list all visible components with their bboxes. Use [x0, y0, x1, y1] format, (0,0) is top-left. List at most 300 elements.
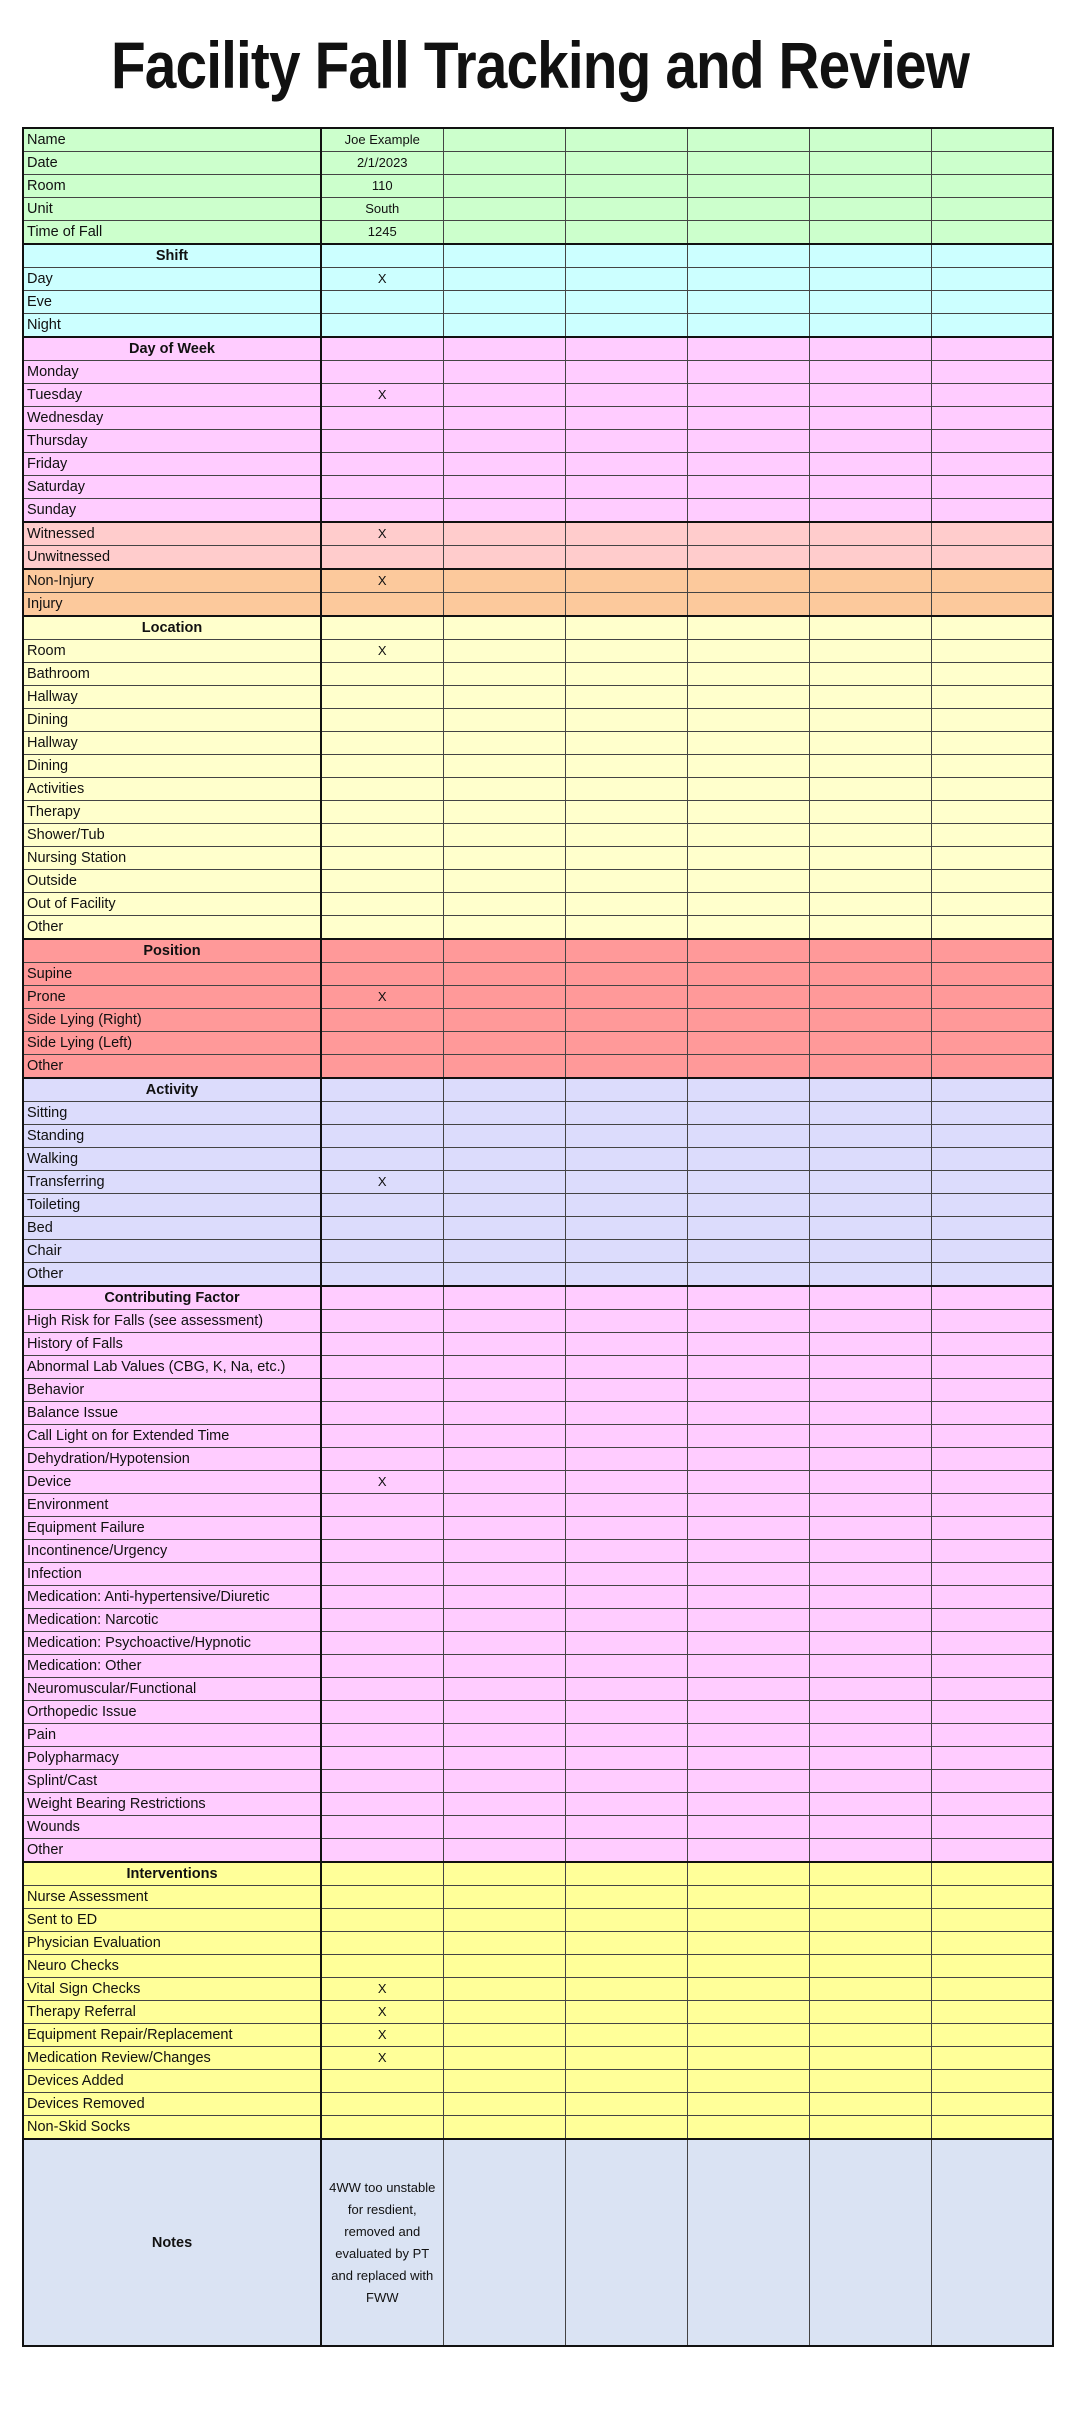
table-row-entry-5[interactable]: [809, 1793, 931, 1816]
table-row-entry-3[interactable]: [565, 268, 687, 291]
table-row-entry-4[interactable]: [687, 986, 809, 1009]
table-row-entry-3[interactable]: [565, 221, 687, 245]
table-row-entry-5[interactable]: [809, 546, 931, 570]
table-row-entry-1[interactable]: [321, 1609, 443, 1632]
table-row-entry-5[interactable]: [809, 1932, 931, 1955]
table-row-entry-3[interactable]: [565, 1563, 687, 1586]
table-row-entry-5[interactable]: [809, 1055, 931, 1079]
table-row-entry-6[interactable]: [931, 870, 1053, 893]
table-row-entry-3[interactable]: [565, 1701, 687, 1724]
table-row-entry-4[interactable]: [687, 916, 809, 940]
table-row-entry-3[interactable]: [565, 1171, 687, 1194]
table-row-entry-1[interactable]: 1245: [321, 221, 443, 245]
section-header-position-entry-1[interactable]: [321, 939, 443, 963]
table-row-entry-1[interactable]: [321, 1217, 443, 1240]
table-row-entry-6[interactable]: [931, 640, 1053, 663]
table-row-entry-5[interactable]: [809, 801, 931, 824]
table-row-entry-4[interactable]: [687, 1356, 809, 1379]
table-row-entry-1[interactable]: [321, 916, 443, 940]
table-row-entry-1[interactable]: [321, 1425, 443, 1448]
table-row-entry-6[interactable]: [931, 1816, 1053, 1839]
table-row-entry-5[interactable]: [809, 314, 931, 338]
table-row-entry-3[interactable]: [565, 847, 687, 870]
table-row-entry-4[interactable]: [687, 1747, 809, 1770]
table-row-entry-6[interactable]: [931, 1448, 1053, 1471]
section-header-location-entry-4[interactable]: [687, 616, 809, 640]
table-row-entry-1[interactable]: X: [321, 2001, 443, 2024]
table-row-entry-5[interactable]: [809, 569, 931, 593]
table-row-entry-6[interactable]: [931, 593, 1053, 617]
table-row-entry-6[interactable]: [931, 755, 1053, 778]
table-row-entry-3[interactable]: [565, 314, 687, 338]
table-row-entry-3[interactable]: [565, 2047, 687, 2070]
table-row-entry-1[interactable]: X: [321, 268, 443, 291]
table-row-entry-6[interactable]: [931, 1770, 1053, 1793]
table-row-entry-3[interactable]: [565, 1032, 687, 1055]
table-row-entry-2[interactable]: [443, 1517, 565, 1540]
table-row-entry-2[interactable]: [443, 2070, 565, 2093]
table-row-entry-1[interactable]: [321, 2093, 443, 2116]
table-row-entry-6[interactable]: [931, 1517, 1053, 1540]
section-header-day-of-week-entry-3[interactable]: [565, 337, 687, 361]
table-row-entry-6[interactable]: [931, 407, 1053, 430]
section-header-shift-entry-6[interactable]: [931, 244, 1053, 268]
table-row-entry-3[interactable]: [565, 1932, 687, 1955]
table-row-entry-1[interactable]: X: [321, 522, 443, 546]
table-row-entry-6[interactable]: [931, 778, 1053, 801]
table-row-entry-3[interactable]: [565, 593, 687, 617]
section-header-interventions-entry-6[interactable]: [931, 1862, 1053, 1886]
table-row-entry-2[interactable]: [443, 824, 565, 847]
table-row-entry-3[interactable]: [565, 430, 687, 453]
table-row-entry-6[interactable]: [931, 1886, 1053, 1909]
table-row-entry-6[interactable]: [931, 361, 1053, 384]
table-row-entry-5[interactable]: [809, 2093, 931, 2116]
table-row-entry-1[interactable]: [321, 593, 443, 617]
table-row-entry-1[interactable]: X: [321, 1978, 443, 2001]
table-row-entry-3[interactable]: [565, 916, 687, 940]
table-row-entry-1[interactable]: [321, 1563, 443, 1586]
table-row-entry-5[interactable]: [809, 1333, 931, 1356]
table-row-entry-2[interactable]: [443, 128, 565, 152]
table-row-entry-2[interactable]: [443, 522, 565, 546]
table-row-entry-4[interactable]: [687, 499, 809, 523]
table-row-entry-1[interactable]: [321, 1194, 443, 1217]
table-row-entry-5[interactable]: [809, 1563, 931, 1586]
table-row-entry-6[interactable]: [931, 1125, 1053, 1148]
table-row-entry-5[interactable]: [809, 198, 931, 221]
table-row-entry-2[interactable]: [443, 1356, 565, 1379]
table-row-entry-6[interactable]: [931, 152, 1053, 175]
table-row-entry-4[interactable]: [687, 291, 809, 314]
section-header-position-entry-2[interactable]: [443, 939, 565, 963]
table-row-entry-5[interactable]: [809, 361, 931, 384]
table-row-entry-6[interactable]: [931, 2024, 1053, 2047]
table-row-entry-1[interactable]: X: [321, 640, 443, 663]
table-row-entry-1[interactable]: X: [321, 2024, 443, 2047]
section-header-interventions-entry-5[interactable]: [809, 1862, 931, 1886]
table-row-entry-4[interactable]: [687, 1932, 809, 1955]
section-header-position-entry-4[interactable]: [687, 939, 809, 963]
table-row-entry-4[interactable]: [687, 1240, 809, 1263]
section-header-position-entry-6[interactable]: [931, 939, 1053, 963]
table-row-entry-1[interactable]: [321, 1655, 443, 1678]
section-header-day-of-week-entry-1[interactable]: [321, 337, 443, 361]
table-row-entry-5[interactable]: [809, 640, 931, 663]
table-row-entry-5[interactable]: [809, 593, 931, 617]
table-row-entry-6[interactable]: [931, 1724, 1053, 1747]
table-row-entry-1[interactable]: X: [321, 569, 443, 593]
section-header-location-entry-1[interactable]: [321, 616, 443, 640]
table-row-entry-1[interactable]: [321, 430, 443, 453]
table-row-entry-6[interactable]: [931, 1425, 1053, 1448]
table-row-entry-5[interactable]: [809, 916, 931, 940]
table-row-entry-4[interactable]: [687, 1724, 809, 1747]
table-row-entry-2[interactable]: [443, 1932, 565, 1955]
section-header-contributing-entry-4[interactable]: [687, 1286, 809, 1310]
table-row-entry-3[interactable]: [565, 2116, 687, 2140]
table-row-entry-2[interactable]: [443, 1563, 565, 1586]
table-row-entry-4[interactable]: [687, 778, 809, 801]
table-row-entry-3[interactable]: [565, 2001, 687, 2024]
table-row-entry-6[interactable]: [931, 476, 1053, 499]
table-row-entry-2[interactable]: [443, 291, 565, 314]
table-row-entry-1[interactable]: [321, 663, 443, 686]
section-header-contributing-entry-5[interactable]: [809, 1286, 931, 1310]
table-row-entry-2[interactable]: [443, 453, 565, 476]
table-row-entry-1[interactable]: [321, 314, 443, 338]
table-row-entry-5[interactable]: [809, 1724, 931, 1747]
table-row-entry-3[interactable]: [565, 1678, 687, 1701]
table-row-entry-4[interactable]: [687, 1909, 809, 1932]
table-row-entry-5[interactable]: [809, 522, 931, 546]
table-row-entry-1[interactable]: [321, 1009, 443, 1032]
table-row-entry-1[interactable]: [321, 1540, 443, 1563]
table-row-entry-4[interactable]: [687, 755, 809, 778]
table-row-entry-4[interactable]: [687, 268, 809, 291]
table-row-entry-1[interactable]: [321, 407, 443, 430]
table-row-entry-3[interactable]: [565, 198, 687, 221]
table-row-entry-4[interactable]: [687, 1125, 809, 1148]
table-row-entry-1[interactable]: [321, 1402, 443, 1425]
notes-row-entry-3[interactable]: [565, 2139, 687, 2346]
table-row-entry-1[interactable]: [321, 893, 443, 916]
table-row-entry-4[interactable]: [687, 221, 809, 245]
table-row-entry-6[interactable]: [931, 1171, 1053, 1194]
table-row-entry-2[interactable]: [443, 2001, 565, 2024]
table-row-entry-5[interactable]: [809, 1655, 931, 1678]
table-row-entry-6[interactable]: [931, 1310, 1053, 1333]
table-row-entry-1[interactable]: [321, 755, 443, 778]
table-row-entry-4[interactable]: [687, 1517, 809, 1540]
table-row-entry-3[interactable]: [565, 569, 687, 593]
table-row-entry-3[interactable]: [565, 546, 687, 570]
table-row-entry-1[interactable]: [321, 1955, 443, 1978]
table-row-entry-1[interactable]: [321, 1886, 443, 1909]
table-row-entry-5[interactable]: [809, 1816, 931, 1839]
table-row-entry-4[interactable]: [687, 1563, 809, 1586]
table-row-entry-1[interactable]: X: [321, 2047, 443, 2070]
table-row-entry-2[interactable]: [443, 1310, 565, 1333]
table-row-entry-3[interactable]: [565, 1263, 687, 1287]
table-row-entry-3[interactable]: [565, 453, 687, 476]
notes-row-entry-6[interactable]: [931, 2139, 1053, 2346]
table-row-entry-6[interactable]: [931, 1194, 1053, 1217]
table-row-entry-6[interactable]: [931, 2001, 1053, 2024]
table-row-entry-4[interactable]: [687, 893, 809, 916]
table-row-entry-5[interactable]: [809, 1678, 931, 1701]
table-row-entry-4[interactable]: [687, 476, 809, 499]
table-row-entry-1[interactable]: [321, 1125, 443, 1148]
table-row-entry-3[interactable]: [565, 1310, 687, 1333]
table-row-entry-5[interactable]: [809, 1701, 931, 1724]
table-row-entry-3[interactable]: [565, 2070, 687, 2093]
table-row-entry-6[interactable]: [931, 268, 1053, 291]
section-header-day-of-week-entry-5[interactable]: [809, 337, 931, 361]
table-row-entry-1[interactable]: [321, 1240, 443, 1263]
table-row-entry-4[interactable]: [687, 963, 809, 986]
table-row-entry-2[interactable]: [443, 1055, 565, 1079]
table-row-entry-5[interactable]: [809, 778, 931, 801]
table-row-entry-6[interactable]: [931, 2093, 1053, 2116]
table-row-entry-3[interactable]: [565, 1333, 687, 1356]
table-row-entry-3[interactable]: [565, 778, 687, 801]
table-row-entry-2[interactable]: [443, 1678, 565, 1701]
table-row-entry-5[interactable]: [809, 291, 931, 314]
table-row-entry-1[interactable]: [321, 801, 443, 824]
table-row-entry-2[interactable]: [443, 1171, 565, 1194]
table-row-entry-3[interactable]: [565, 893, 687, 916]
table-row-entry-4[interactable]: [687, 870, 809, 893]
table-row-entry-2[interactable]: [443, 407, 565, 430]
table-row-entry-6[interactable]: [931, 893, 1053, 916]
table-row-entry-1[interactable]: [321, 1678, 443, 1701]
table-row-entry-6[interactable]: [931, 175, 1053, 198]
table-row-entry-2[interactable]: [443, 1125, 565, 1148]
table-row-entry-4[interactable]: [687, 1494, 809, 1517]
table-row-entry-2[interactable]: [443, 1148, 565, 1171]
table-row-entry-4[interactable]: [687, 663, 809, 686]
table-row-entry-1[interactable]: [321, 1909, 443, 1932]
section-header-interventions-entry-2[interactable]: [443, 1862, 565, 1886]
table-row-entry-5[interactable]: [809, 986, 931, 1009]
table-row-entry-1[interactable]: [321, 1148, 443, 1171]
table-row-entry-1[interactable]: [321, 1310, 443, 1333]
table-row-entry-5[interactable]: [809, 1632, 931, 1655]
table-row-entry-1[interactable]: [321, 1356, 443, 1379]
table-row-entry-6[interactable]: [931, 1978, 1053, 2001]
table-row-entry-5[interactable]: [809, 453, 931, 476]
section-header-day-of-week-entry-4[interactable]: [687, 337, 809, 361]
section-header-location-entry-2[interactable]: [443, 616, 565, 640]
table-row-entry-2[interactable]: [443, 663, 565, 686]
section-header-position-entry-5[interactable]: [809, 939, 931, 963]
table-row-entry-6[interactable]: [931, 1909, 1053, 1932]
table-row-entry-3[interactable]: [565, 1839, 687, 1863]
table-row-entry-2[interactable]: [443, 361, 565, 384]
table-row-entry-3[interactable]: [565, 2093, 687, 2116]
section-header-contributing-entry-1[interactable]: [321, 1286, 443, 1310]
table-row-entry-2[interactable]: [443, 801, 565, 824]
table-row-entry-1[interactable]: [321, 963, 443, 986]
table-row-entry-2[interactable]: [443, 1724, 565, 1747]
table-row-entry-3[interactable]: [565, 1240, 687, 1263]
table-row-entry-3[interactable]: [565, 522, 687, 546]
table-row-entry-6[interactable]: [931, 1471, 1053, 1494]
table-row-entry-3[interactable]: [565, 2024, 687, 2047]
table-row-entry-1[interactable]: [321, 1632, 443, 1655]
table-row-entry-1[interactable]: [321, 1701, 443, 1724]
notes-row-entry-5[interactable]: [809, 2139, 931, 2346]
table-row-entry-4[interactable]: [687, 1678, 809, 1701]
table-row-entry-6[interactable]: [931, 1356, 1053, 1379]
table-row-entry-1[interactable]: [321, 1724, 443, 1747]
table-row-entry-4[interactable]: [687, 1032, 809, 1055]
table-row-entry-4[interactable]: [687, 824, 809, 847]
table-row-entry-2[interactable]: [443, 1494, 565, 1517]
section-header-activity-entry-5[interactable]: [809, 1078, 931, 1102]
table-row-entry-3[interactable]: [565, 1978, 687, 2001]
table-row-entry-4[interactable]: [687, 453, 809, 476]
table-row-entry-4[interactable]: [687, 1978, 809, 2001]
table-row-entry-2[interactable]: [443, 2047, 565, 2070]
table-row-entry-6[interactable]: [931, 686, 1053, 709]
table-row-entry-2[interactable]: [443, 1425, 565, 1448]
section-header-shift-entry-1[interactable]: [321, 244, 443, 268]
table-row-entry-5[interactable]: [809, 1148, 931, 1171]
table-row-entry-6[interactable]: [931, 2047, 1053, 2070]
table-row-entry-5[interactable]: [809, 2070, 931, 2093]
table-row-entry-6[interactable]: [931, 1055, 1053, 1079]
section-header-location-entry-3[interactable]: [565, 616, 687, 640]
table-row-entry-1[interactable]: [321, 1448, 443, 1471]
table-row-entry-6[interactable]: [931, 1540, 1053, 1563]
table-row-entry-2[interactable]: [443, 1655, 565, 1678]
table-row-entry-5[interactable]: [809, 1032, 931, 1055]
table-row-entry-5[interactable]: [809, 2001, 931, 2024]
table-row-entry-4[interactable]: [687, 2093, 809, 2116]
table-row-entry-1[interactable]: [321, 686, 443, 709]
table-row-entry-1[interactable]: [321, 824, 443, 847]
table-row-entry-3[interactable]: [565, 361, 687, 384]
table-row-entry-6[interactable]: [931, 1793, 1053, 1816]
table-row-entry-5[interactable]: [809, 1978, 931, 2001]
table-row-entry-1[interactable]: [321, 453, 443, 476]
table-row-entry-2[interactable]: [443, 430, 565, 453]
table-row-entry-1[interactable]: X: [321, 1471, 443, 1494]
table-row-entry-1[interactable]: [321, 1032, 443, 1055]
notes-row-entry-1[interactable]: 4WW too unstable for resdient, removed and evaluated by PT and replaced with FWW: [321, 2139, 443, 2346]
table-row-entry-4[interactable]: [687, 1055, 809, 1079]
table-row-entry-4[interactable]: [687, 1816, 809, 1839]
table-row-entry-2[interactable]: [443, 755, 565, 778]
table-row-entry-5[interactable]: [809, 686, 931, 709]
table-row-entry-1[interactable]: [321, 1494, 443, 1517]
table-row-entry-4[interactable]: [687, 128, 809, 152]
table-row-entry-6[interactable]: [931, 314, 1053, 338]
table-row-entry-1[interactable]: South: [321, 198, 443, 221]
section-header-shift-entry-3[interactable]: [565, 244, 687, 268]
table-row-entry-6[interactable]: [931, 732, 1053, 755]
table-row-entry-1[interactable]: [321, 847, 443, 870]
table-row-entry-1[interactable]: [321, 361, 443, 384]
table-row-entry-5[interactable]: [809, 2024, 931, 2047]
table-row-entry-3[interactable]: [565, 499, 687, 523]
table-row-entry-5[interactable]: [809, 870, 931, 893]
table-row-entry-5[interactable]: [809, 1609, 931, 1632]
table-row-entry-6[interactable]: [931, 1402, 1053, 1425]
table-row-entry-5[interactable]: [809, 1379, 931, 1402]
table-row-entry-1[interactable]: [321, 1517, 443, 1540]
table-row-entry-4[interactable]: [687, 384, 809, 407]
table-row-entry-6[interactable]: [931, 1494, 1053, 1517]
table-row-entry-5[interactable]: [809, 1425, 931, 1448]
table-row-entry-1[interactable]: Joe Example: [321, 128, 443, 152]
table-row-entry-5[interactable]: [809, 1586, 931, 1609]
table-row-entry-5[interactable]: [809, 755, 931, 778]
table-row-entry-5[interactable]: [809, 1171, 931, 1194]
table-row-entry-2[interactable]: [443, 893, 565, 916]
table-row-entry-6[interactable]: [931, 1009, 1053, 1032]
table-row-entry-5[interactable]: [809, 1955, 931, 1978]
table-row-entry-4[interactable]: [687, 709, 809, 732]
table-row-entry-4[interactable]: [687, 1609, 809, 1632]
table-row-entry-5[interactable]: [809, 1448, 931, 1471]
table-row-entry-4[interactable]: [687, 407, 809, 430]
table-row-entry-5[interactable]: [809, 1194, 931, 1217]
table-row-entry-2[interactable]: [443, 1379, 565, 1402]
table-row-entry-4[interactable]: [687, 1448, 809, 1471]
table-row-entry-5[interactable]: [809, 1747, 931, 1770]
table-row-entry-3[interactable]: [565, 1586, 687, 1609]
table-row-entry-6[interactable]: [931, 453, 1053, 476]
section-header-contributing-entry-2[interactable]: [443, 1286, 565, 1310]
table-row-entry-6[interactable]: [931, 1032, 1053, 1055]
table-row-entry-6[interactable]: [931, 1609, 1053, 1632]
table-row-entry-4[interactable]: [687, 1886, 809, 1909]
table-row-entry-2[interactable]: [443, 732, 565, 755]
table-row-entry-5[interactable]: [809, 1886, 931, 1909]
table-row-entry-6[interactable]: [931, 1333, 1053, 1356]
table-row-entry-4[interactable]: [687, 1701, 809, 1724]
table-row-entry-5[interactable]: [809, 1540, 931, 1563]
table-row-entry-4[interactable]: [687, 1171, 809, 1194]
table-row-entry-5[interactable]: [809, 1909, 931, 1932]
section-header-contributing-entry-6[interactable]: [931, 1286, 1053, 1310]
table-row-entry-6[interactable]: [931, 221, 1053, 245]
table-row-entry-4[interactable]: [687, 569, 809, 593]
table-row-entry-5[interactable]: [809, 430, 931, 453]
table-row-entry-4[interactable]: [687, 361, 809, 384]
table-row-entry-6[interactable]: [931, 916, 1053, 940]
table-row-entry-6[interactable]: [931, 1839, 1053, 1863]
table-row-entry-2[interactable]: [443, 2024, 565, 2047]
table-row-entry-3[interactable]: [565, 1540, 687, 1563]
table-row-entry-6[interactable]: [931, 1240, 1053, 1263]
table-row-entry-5[interactable]: [809, 268, 931, 291]
table-row-entry-2[interactable]: [443, 1217, 565, 1240]
table-row-entry-5[interactable]: [809, 407, 931, 430]
table-row-entry-5[interactable]: [809, 824, 931, 847]
table-row-entry-5[interactable]: [809, 893, 931, 916]
table-row-entry-4[interactable]: [687, 1471, 809, 1494]
table-row-entry-3[interactable]: [565, 175, 687, 198]
table-row-entry-1[interactable]: [321, 1770, 443, 1793]
table-row-entry-4[interactable]: [687, 1655, 809, 1678]
table-row-entry-5[interactable]: [809, 709, 931, 732]
section-header-shift-entry-5[interactable]: [809, 244, 931, 268]
table-row-entry-3[interactable]: [565, 476, 687, 499]
